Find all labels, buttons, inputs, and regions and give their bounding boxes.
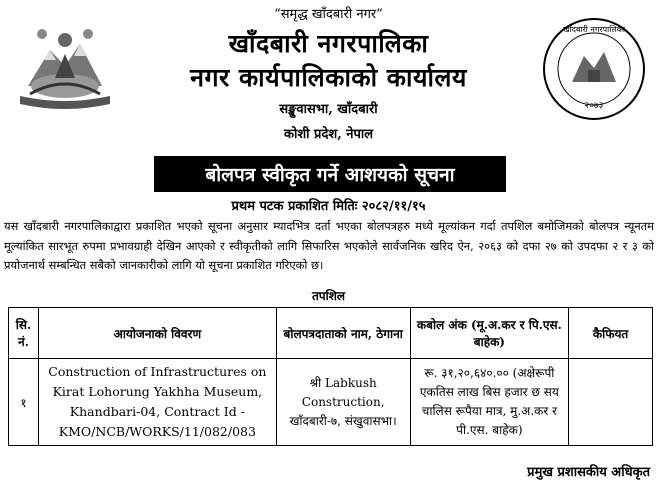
cell-sn: १ bbox=[9, 359, 39, 446]
notice-body: यस खाँदबारी नगरपालिकाद्वारा प्रकाशित भएको सूचना अनुसार म्यादभित्र दर्ता भएका बोलपत्रहरु मध्ये मूल्यांकन गर्दा तपशिल बमोजिमको बोलपत्र न्यूनतम मूल्यांकित सारभूत रुपमा प्रभावग्राही देखिन आएको र स्वीकृतीको लागि सिफारिस भएकोले सार्वजनिक खरिद ऐन, २०६३ को दफा २७ को उपदफा २ र ३ को प्रयोजनार्थ सम्बन्धित सबैको जानकारीको लागि यो सूचना प्रकाशित गरिएको छ। bbox=[4, 219, 654, 272]
table-header-row bbox=[9, 308, 653, 359]
publication-date: प्रथम पटक प्रकाशित मितिः २०८२/११/१५ bbox=[231, 199, 426, 214]
header-project: आयोजनाको विवरण bbox=[38, 308, 276, 359]
tender-table bbox=[8, 307, 653, 446]
slogan: “समृद्ध खाँदबारी नगर” bbox=[274, 7, 383, 22]
header-bidder: बोलपत्रदाताको नाम, ठेगाना bbox=[276, 308, 410, 359]
address-line2: कोशी प्रदेश, नेपाल bbox=[283, 127, 374, 142]
header-amount: कबोल अंक (मू.अ.कर र पि.एस. बाहेक) bbox=[410, 308, 569, 359]
cell-bidder: श्री Labkush Construction, खाँदबारी-७, संखुवासभा। bbox=[276, 359, 410, 446]
logo-text: खाँदबारी नगरपालिका bbox=[563, 25, 625, 34]
notice-heading: बोलपत्र स्वीकृत गर्ने आशयको सूचना bbox=[154, 156, 506, 192]
logo-year: २०७३ bbox=[584, 101, 604, 111]
header-remarks: कैफियत bbox=[569, 308, 653, 359]
schedule-label: तपशिल bbox=[311, 289, 346, 303]
signature-title: प्रमुख प्रशासकीय अधिकृत bbox=[527, 465, 650, 480]
address-line1: सङ्खुवासभा, खाँदबारी bbox=[279, 102, 378, 117]
cell-remarks bbox=[569, 359, 653, 446]
cell-project: Construction of Infrastructures on Kirat Lohorung Yakhha Museum, Khandbari-04, Contract Id - KMO/NCB/WORKS/11/082/083 bbox=[38, 359, 276, 446]
office-title-line2: नगर कार्यपालिकाको कार्यालय bbox=[190, 63, 467, 92]
header-sn: सि. नं. bbox=[9, 308, 39, 359]
table-row bbox=[9, 359, 653, 446]
office-title-line1: खाँदबारी नगरपालिका bbox=[228, 29, 429, 58]
cell-amount: रू. ३१,२०,६४०.०० (अक्षेरूपी एकतिस लाख बिस हजार छ सय चालिस रूपैया मात्र, मु.अ.कर र पी.एस. बाहेक) bbox=[410, 359, 569, 446]
